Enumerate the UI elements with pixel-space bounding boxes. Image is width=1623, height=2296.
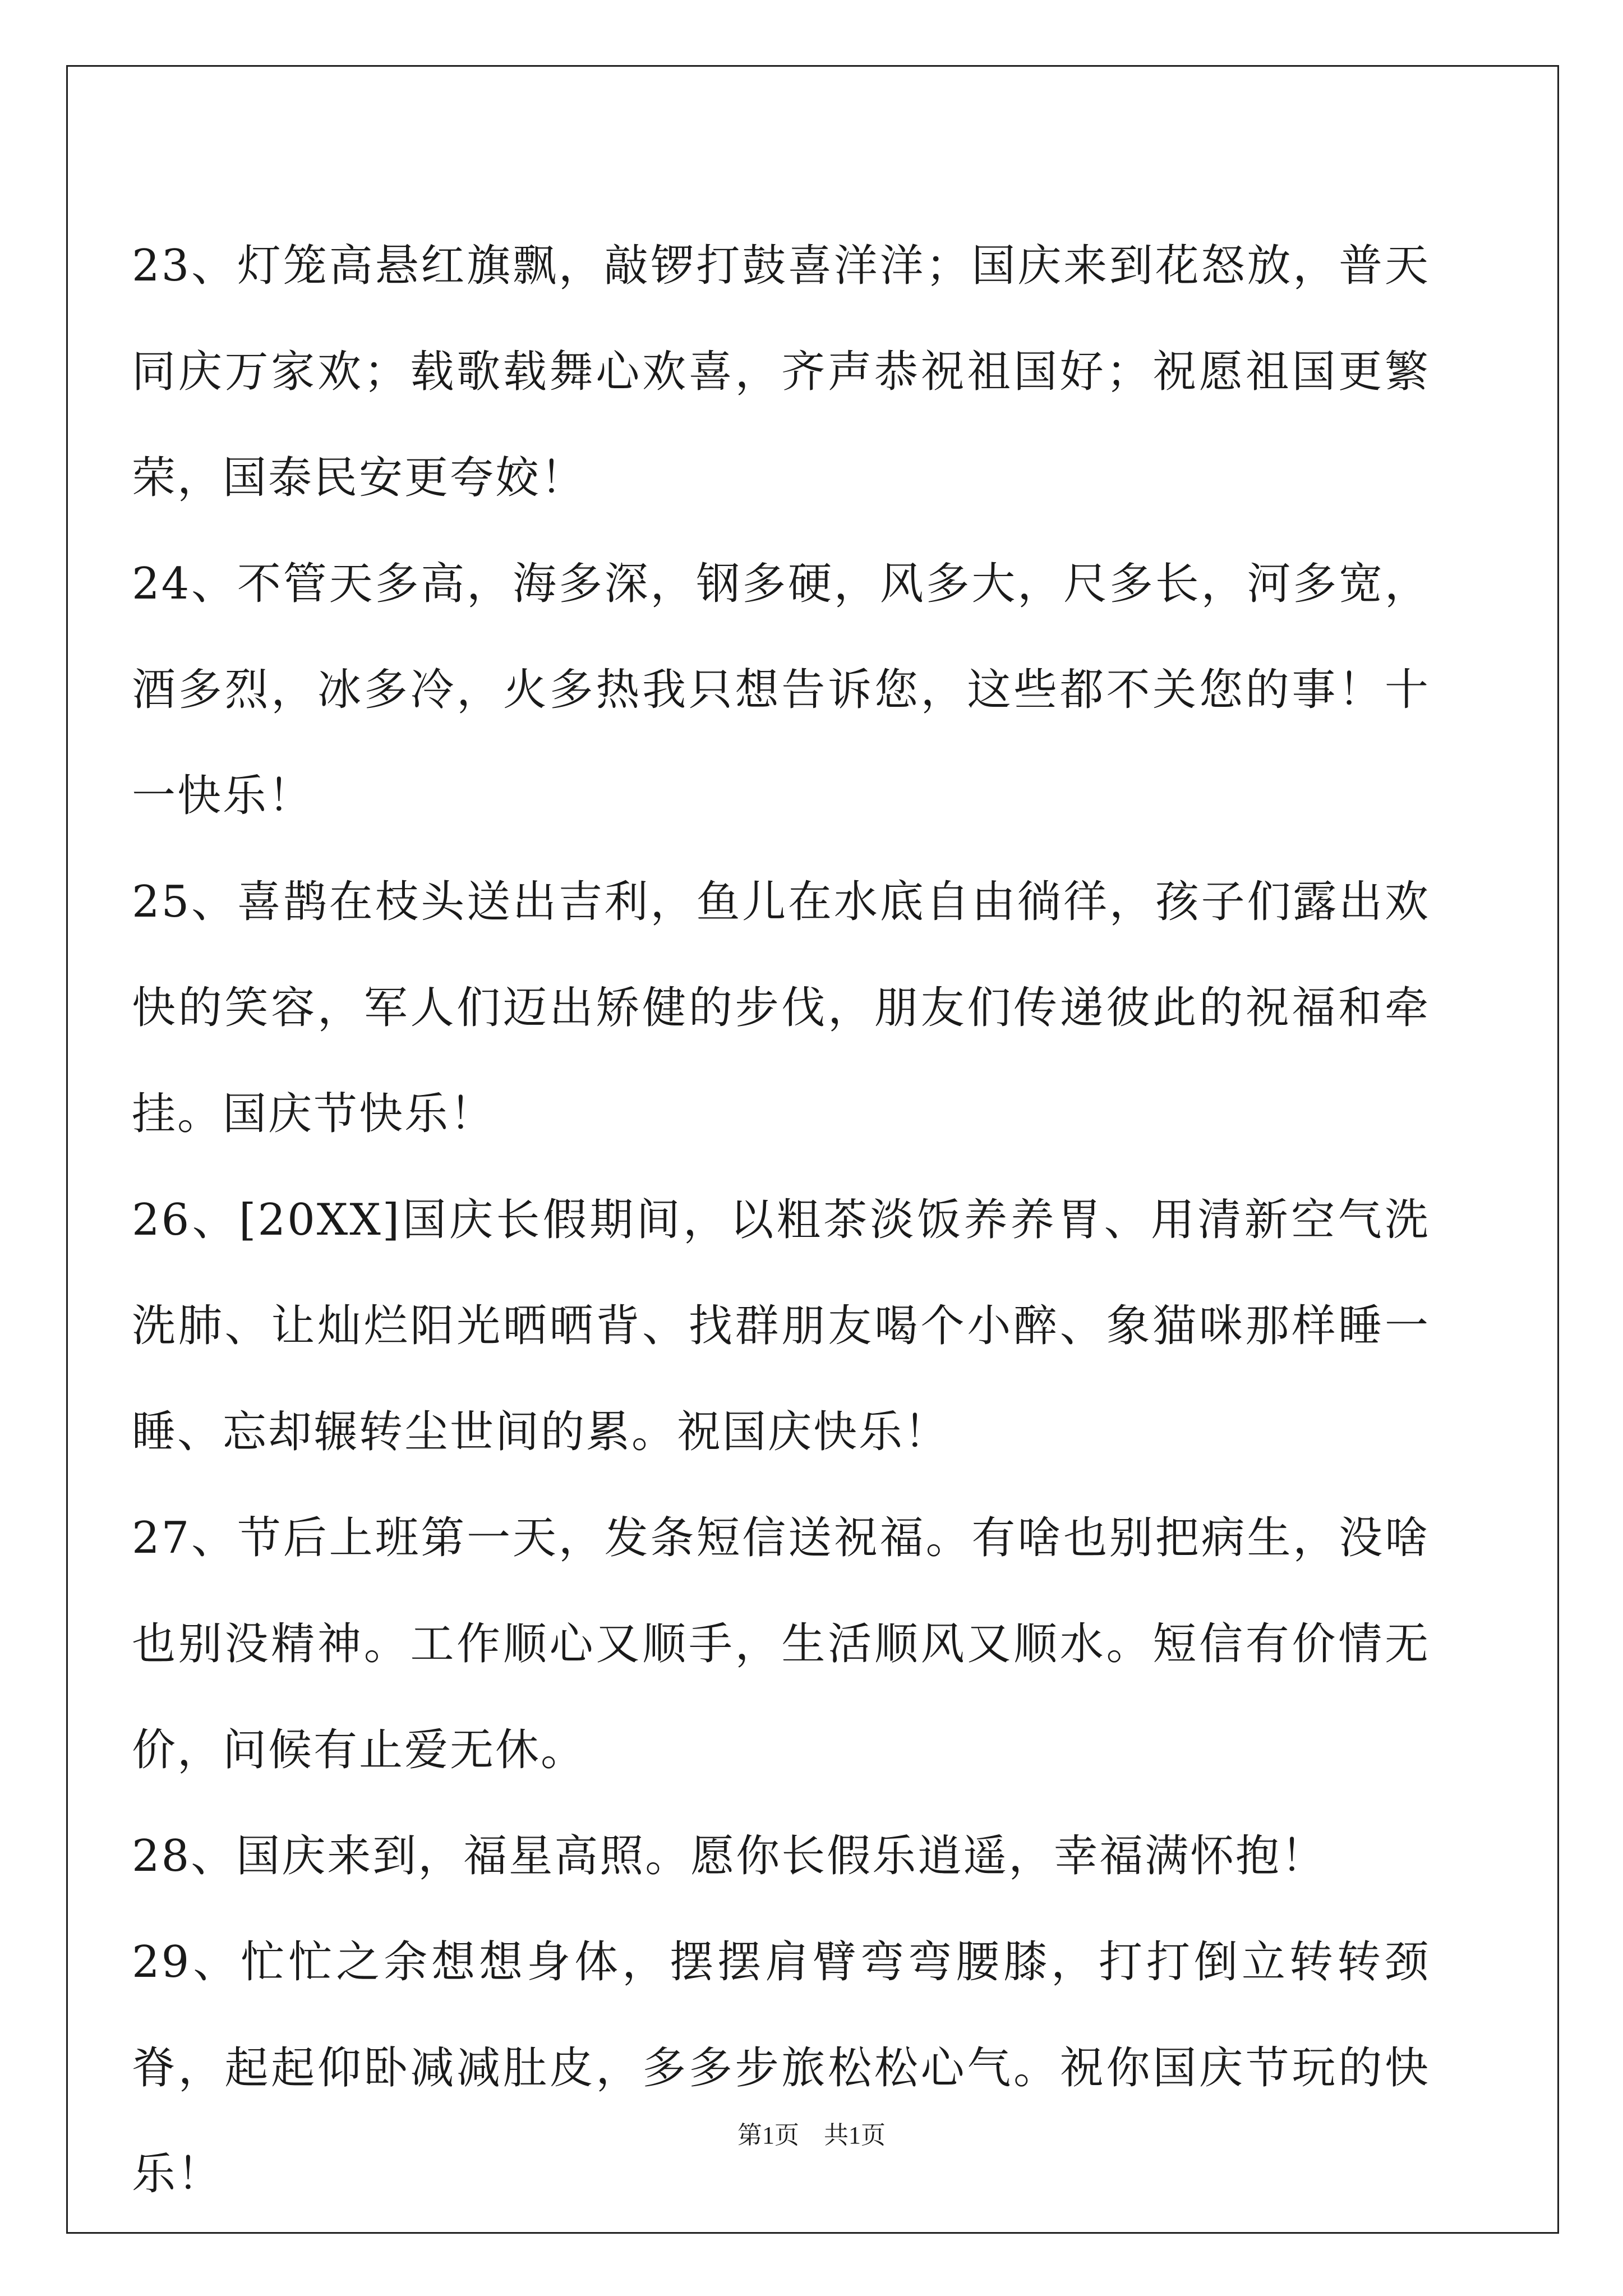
document-body [132,213,1430,2228]
paragraph-23: 23、灯笼高悬红旗飘，敲锣打鼓喜洋洋；国庆来到花怒放，普天同庆万家欢；载歌载舞心欢喜，齐声恭祝祖国好；祝愿祖国更繁荣，国泰民安更夸姣！ [132,241,1430,503]
page-total: 共1页 [824,2122,886,2149]
paragraph-25: 25、喜鹊在枝头送出吉利，鱼儿在水底自由徜徉，孩子们露出欢快的笑容，军人们迈出矫健的步伐，朋友们传递彼此的祝福和牵挂。国庆节快乐！ [132,877,1430,1139]
paragraph-26: 26、[20XX]国庆长假期间，以粗茶淡饭养养胃、用清新空气洗洗肺、让灿烂阳光晒晒背、找群朋友喝个小醉、象猫咪那样睡一睡、忘却辗转尘世间的累。祝国庆快乐！ [132,1195,1430,1457]
paragraph-29: 29、忙忙之余想想身体，摆摆肩臂弯弯腰膝，打打倒立转转颈脊，起起仰卧减减肚皮，多多步旅松松心气。祝你国庆节玩的快乐！ [132,1937,1430,2200]
page-footer [0,2115,1623,2151]
page-number: 第1页 [737,2122,799,2149]
paragraph-27: 27、节后上班第一天，发条短信送祝福。有啥也别把病生，没啥也别没精神。工作顺心又顺手，生活顺风又顺水。短信有价情无价，问候有止爱无休。 [132,1513,1430,1775]
paragraph-24: 24、不管天多高，海多深，钢多硬，风多大，尺多长，河多宽，酒多烈，冰多冷，火多热我只想告诉您，这些都不关您的事！十一快乐！ [132,559,1430,821]
paragraph-28: 28、国庆来到，福星高照。愿你长假乐逍遥，幸福满怀抱！ [132,1831,1327,1881]
